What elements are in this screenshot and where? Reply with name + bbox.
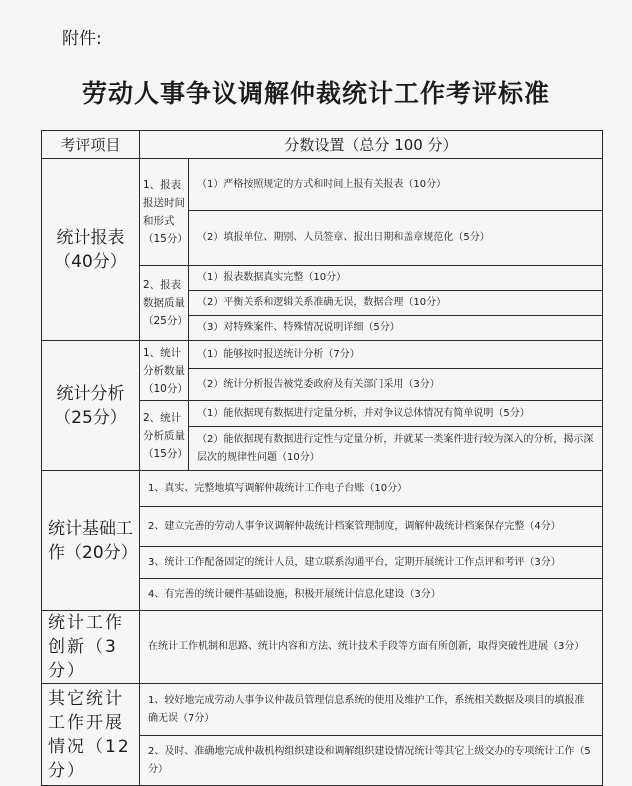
criterion-item: 1、较好地完成劳动人事争议仲裁员管理信息系统的使用及维护工作，系统相关数据及项目的填报准确无误（7分） [140,684,603,736]
attachment-label: 附件: [62,29,102,49]
criterion-item: （1）能够按时报送统计分析（7分） [189,341,603,369]
criterion-item: （1）能依据现有数据进行定量分析，并对争议总体情况有简单说明（5分） [189,401,603,427]
header-scores: 分数设置（总分 100 分） [140,131,603,159]
criterion-item: （2）填报单位、期别、人员签章、报出日期和盖章规范化（5分） [189,211,603,266]
criterion-item: 2、及时、准确地完成仲裁机构组织建设和调解组织建设情况统计等其它上级交办的专项统计工作（5分） [140,736,603,786]
criterion-item: （3）对特殊案件、特殊情况说明详细（5分） [189,316,603,341]
category-innovation: 统计工作创新（3分） [42,611,140,684]
subcategory-report-quality: 2、报表数据质量（25分） [140,266,189,341]
evaluation-table [41,130,603,786]
category-other-work: 其它统计工作开展情况（12分） [42,684,140,786]
table-row [42,341,603,369]
criterion-item: （1）报表数据真实完整（10分） [189,266,603,291]
criterion-item: （1）严格按照规定的方式和时间上报有关报表（10分） [189,159,603,211]
table-row [42,611,603,684]
table-row [42,159,603,211]
criterion-item: （2）能依据现有数据进行定性与定量分析，并就某一类案件进行较为深入的分析，揭示深层次的规律性问题（10分） [189,427,603,471]
subcategory-report-timing: 1、报表报送时间和形式（15分） [140,159,189,266]
criterion-item: 3、统计工作配备固定的统计人员，建立联系沟通平台，定期开展统计工作点评和考评（3分） [140,547,603,579]
table-header-row [42,131,603,159]
table-row [42,471,603,507]
header-project: 考评项目 [42,131,140,159]
criterion-item: （2）平衡关系和逻辑关系准确无误，数据合理（10分） [189,291,603,316]
category-statistical-reports: 统计报表（40分） [42,159,140,341]
subcategory-analysis-quality: 2、统计分析质量（15分） [140,401,189,471]
criterion-item: （2）统计分析报告被党委政府及有关部门采用（3分） [189,369,603,401]
subcategory-analysis-quantity: 1、统计分析数量（10分） [140,341,189,401]
category-basic-work: 统计基础工作（20分） [42,471,140,611]
table-row [42,684,603,736]
criterion-item: 1、真实、完整地填写调解仲裁统计工作电子台账（10分） [140,471,603,507]
criterion-item: 2、建立完善的劳动人事争议调解仲裁统计档案管理制度，调解仲裁统计档案保存完整（4分） [140,507,603,547]
category-statistical-analysis: 统计分析（25分） [42,341,140,471]
criterion-item: 在统计工作机制和思路、统计内容和方法、统计技术手段等方面有所创新，取得突破性进展（3分） [140,611,603,684]
document-title: 劳动人事争议调解仲裁统计工作考评标准 [81,79,550,108]
criterion-item: 4、有完善的统计硬件基础设施，积极开展统计信息化建设（3分） [140,579,603,611]
